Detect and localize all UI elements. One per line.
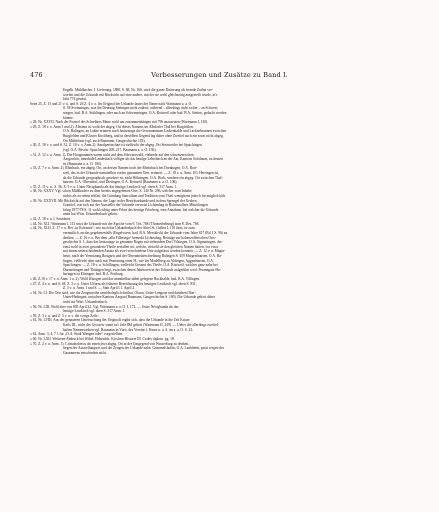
text-line-entry: » 56, Nr. LIII. Wohl eher von 805 April 22. Vgl. Wartmann a. a. O. I, 172. — Unter Nécigbunda als das [30, 304, 179, 309]
running-head: Verbesserungen und Zusätze zu Band I. [151, 71, 288, 79]
text-line-continuation: Graufiel, von sich auf der Aussteller der Urkunde verweist Lichtenhag in Hohenzollern Mitteilungen [63, 203, 208, 208]
text-line-continuation: vermutlich, an das gegebenenfalls (Engelwiese, bad. B.A. Messkirch) der Urkunde vom Jahre 817 (Bd. I S. 96) zu [63, 230, 228, 235]
text-line-continuation: liegen der Ausstellungsort und die Zeugen der Urkunde nahe; Grimmelshofen, O.A. Laubheim, passt wegen des [63, 346, 225, 351]
text-line-entry: » 29, Z. 18 v. o. Anm 1 und 2). Albstein ist wohl der abgeg. Ort dieses Namens im Albdorfer Thal bei Burgfelden, [30, 124, 194, 129]
text-line-continuation: Z. 3 v. u. Anm. 1 und S. — Statt April l. l. April 2. [63, 286, 136, 291]
text-line-entry: » 46, Z.18 v. 17 v. u. Anm. 1 u. 2). Wohl Kluogen und das unmittelbar dabei gelegene Ruckhalde, bad. B.A. Villingen. [30, 276, 200, 281]
text-line-entry: » 60, Nr. LXII. Weiteren Abdruck bei Wibel, Hohenloh. Kyrchen-Historie III. Codex diplom. pg. 18. [30, 336, 175, 341]
text-line-continuation: weil, das in der Urkunde unmittelbar vorher genannten Orte, erinnert. — Z. 18 v. u. Anm. 10). Herringen ist, [63, 170, 219, 175]
text-line-continuation: Durmettingen und Thäingen liegt, zwischen denen Jahrhoren in der Urkunde aufgeführt wird. Peranngatz Ho- [63, 267, 221, 272]
text-line-entry: » 33, Z. 7 v. u. Anm. 2). Rhinbach, ein abgeg. Ort, an dessen Namen noch der Rheinbach bei Dornhagen, O.A. Rott- [30, 166, 198, 171]
text-line-continuation: Engelb. Mühlbacher, I. Lieferung, 1880, S. 68, Nr. 166, wird die ganze Datierung als fremde Zuthat ver- [63, 88, 213, 92]
corrections-text [30, 88, 400, 355]
text-line-continuation: geschichte S. 1, dass das heutzutage so genannte Rogen mit stehendem Dorf Vilsingen, O.A. Sigmaringen, der- [63, 240, 223, 245]
text-line-continuation: Gaunamens entschieden nicht. [63, 350, 107, 355]
text-line-continuation: O.A. Balingen, an Lakke erinnert noch heutzutage die Gewannnamen Lackenhalde und Lackenbrunnen zwischen [63, 129, 227, 134]
text-line-entry: » 30, Z. 18 v. o. und S. 31, Z. 10 v. o. Anm 2). Amalpertinchart ist vielleicht der abgeg. Ort Steinweiler bei Spaichingen [30, 143, 202, 148]
text-line-entry: » 44, Nr. XLI. Wartmann I, 113 setzt die Urkunde mit der Epoche vom 9. Oct. 768 (Thronerhebung) zum 8. Dez. 768. [30, 221, 200, 226]
text-line-continuation: unter hat Würt. Urkundenbuch gehört. [63, 212, 119, 217]
text-line-continuation: nicht ins Würt. Urkundenbuch. [63, 300, 108, 305]
text-line-continuation: haften Namensreihen vgl. Baumann in Vurtt. des Vereine f. Kunst u. a. d. im a. a. O. S. 23. [63, 327, 194, 332]
text-line-continuation: worfen und die Urkunde mit Rücksicht auf eine andere, mit der sie wohl gleichzeitig ausgestellt wurde, in's [63, 92, 218, 97]
text-line-continuation: Aargau hin, innerhalb Landesbach völliger als das heutige Leberbach an der Aar, Kantons Solothurn, zu deuten [63, 157, 223, 162]
text-line-entry: » 39, Nr. XXXVII. Mit Rücksicht auf den Namen, der Lage in der Bezirksurkunde und in dem Sprengel der Gruben [30, 198, 197, 203]
text-line-continuation: heuir, nach der Vermutung Rougarts und der Oberamtsbeschreibung Balingen S. 459 Margrethausen, O.A. Ba- [63, 253, 223, 258]
text-line-entry: » 62, Anm. 3, 4, 7 l. fur „O.A. Stadt Wangen oder“ vorgestellten. [30, 332, 124, 337]
text-line-continuation: Burgfelden und Kloster Kirchberg, und in derselben Gegend lag daher ohne Zweifel auch ein sonst nicht abgeg. [63, 134, 224, 139]
text-line-continuation: Karls III., nicht des Grossen, somit in's Jahr 884 gehört (Wartmann II, 249). — Ueber die allerdings zweifel- [63, 323, 220, 328]
text-line-continuation: heringen ist Ehringen, bad. B.A. Freiburg. [63, 272, 124, 277]
text-line-entry: » 35, Z. 11 v. u., S. 36, Z. 9 v. u. Unter Nécigbunda als das heutige Leutkirch vgl. oben S. 317 Anm. 1. [30, 184, 178, 189]
text-line-entry: » 61, Nr. LVIII. Aus der genaueren Untersuchung des Originals ergibt sich, dass die Urkunde in die Zeit Kaiser [30, 318, 190, 323]
text-line-continuation: denken. — Z. 16 v. u. Bei dem „alla Filleringa“ bemerkt Lichtenhag, Beiträge zur hohenzollerischen Orts- [63, 235, 216, 240]
text-line-continuation: (vgl. O.A. Beschr. Spaichingen 208–217, Baumann a. a. O. 136). [63, 147, 157, 152]
text-line-entry: » 59, Z. 3 v. u. und Z. 5 v. u. s. die vorige Zeile. [30, 313, 99, 318]
text-line-entry: » 31, Z. 12 v. u. Anm. 1). Die Hoogmannen waren nicht auf dem Schwarzwald, vielmehr auf den schweizerischen [30, 152, 194, 157]
text-line-continuation: Jahrg 1877/78 S. 11 wohl richtig unter Frlart das heutige Frlorberg, eine Annahme, bei welcher die Urkunde [63, 207, 219, 212]
text-line-entry: » 70, Z. 2 v. u. Anm. 1). Crimohobercu als einen jetzt abgeg. Ort in der Umgegend von Wasserburg zu denken, [30, 341, 190, 346]
text-line-entry: » 44, Nr. XLII. Z. 17 v. u. Bei „in Kolonnis“, wie auch das Urkundenbuch der Abtei St. Gallen I, 118 lässt, ist zum [30, 226, 195, 231]
text-line-continuation: nichts als zu retten erklärt, die Grindung Sancolium und Tradition vom Theil wenigstens jedoch für möglich hält. [63, 194, 226, 199]
text-line-entry: Seite 25, Z. 15 und 21 v. u. und S. 26 Z. 4 v. o. Im Original der Urkunde lautet der Name nach Wartmann a. a. O. [30, 101, 193, 106]
text-line-entry: » 38, Nr. XXXV. Vgl. schon Mühlbacher zu dem bereits angegebenen Orte, S. 140 Nr. 296, welcher vom Inhalte [30, 189, 192, 194]
text-line-continuation: lingen, vielleicht aber auch mit Vermutung einer H., wie bei Madelberg zu Aldingen, Aggenhausen, O.A. [63, 258, 214, 263]
text-line-continuation: Jahr 774 gesetzt. [63, 97, 88, 102]
text-line-continuation: heutige Leutkirch vgl. oben S. 317 Anm. 1. [63, 309, 126, 314]
text-line-continuation: einst wohl in zwei gesonderte Theile zerfallen sei, welche, obwohl sie den gleichen Namen hatten, vor etwa [63, 244, 218, 249]
text-line-entry: » 54, Nr. LI. Die Orte sind, wie die Zeugenreihe unwiderleglich darthut, Ohorn, Unter-Lengone und daneben Ober- [30, 290, 196, 295]
text-line-continuation: da die Urkunde geographisch geordnet ist, nicht Höhringen, O.A. Horb, sondern ein abgeg. Ort zwischen Thal- [63, 175, 223, 180]
text-line-entry: » 47, Z. 4 v. u. und S. 48, Z. 3 v. u. Unter Ulfurra als früherer Bezeichnung des heutigen Leutkirch vgl. oben S. 831, [30, 281, 197, 286]
text-line-continuation: ist (Baumann a. a. O. 106). [63, 161, 102, 166]
text-line-entry: » 28, Nr. XXVII. Nach der Formel des Schreibers Mano wohl um zusammenhängen mit 796 anzusetzen (Wartmann I, 130). [30, 120, 209, 125]
text-line-continuation: Ort Mühlebain (vgl. auch Baumann, Gaugeschichte 183). [63, 138, 146, 143]
text-line-continuation: Unter-Hedingen, zwischen Kantons Aargau (Baumann, Gaugeschichte S. 160). Die Urkunde gehört daher [63, 295, 216, 300]
page-number: 476 [30, 71, 43, 79]
text-line-entry: » 42, Z. 18 v. u. l. Sonnborn. [30, 217, 72, 222]
text-line-continuation: S. 58 Sveinningas, was die Deutung Steinigen nicht zulässt; während – allerdings nicht sicher – an Schwen- [63, 106, 219, 111]
text-line-continuation: hausen, O.A. Oberndorf, und Dietingen, O.A. Rottweil (Baumann a. a. O. 106). [63, 180, 178, 185]
text-line-continuation: mit einem unterscheidenden Zusatz als zwei verschiedene Orte aufgefasst werden konnten. — Z. 12 v. u. Magin- [63, 249, 226, 254]
text-line-continuation: könnte. [63, 115, 74, 120]
text-line-continuation: Spaichingen. — Z. 18 v. u. Schillingen, vielleicht Gesamt des Theile, O.A. Rottweil, welches ganz nahe bei [63, 263, 218, 268]
text-line-continuation: ningen, bad. B.A. Stühlingen, oder auch an Schwenningen, O.A. Rottweil oder bad. B.A. Stetten, gedacht werden [63, 111, 227, 116]
